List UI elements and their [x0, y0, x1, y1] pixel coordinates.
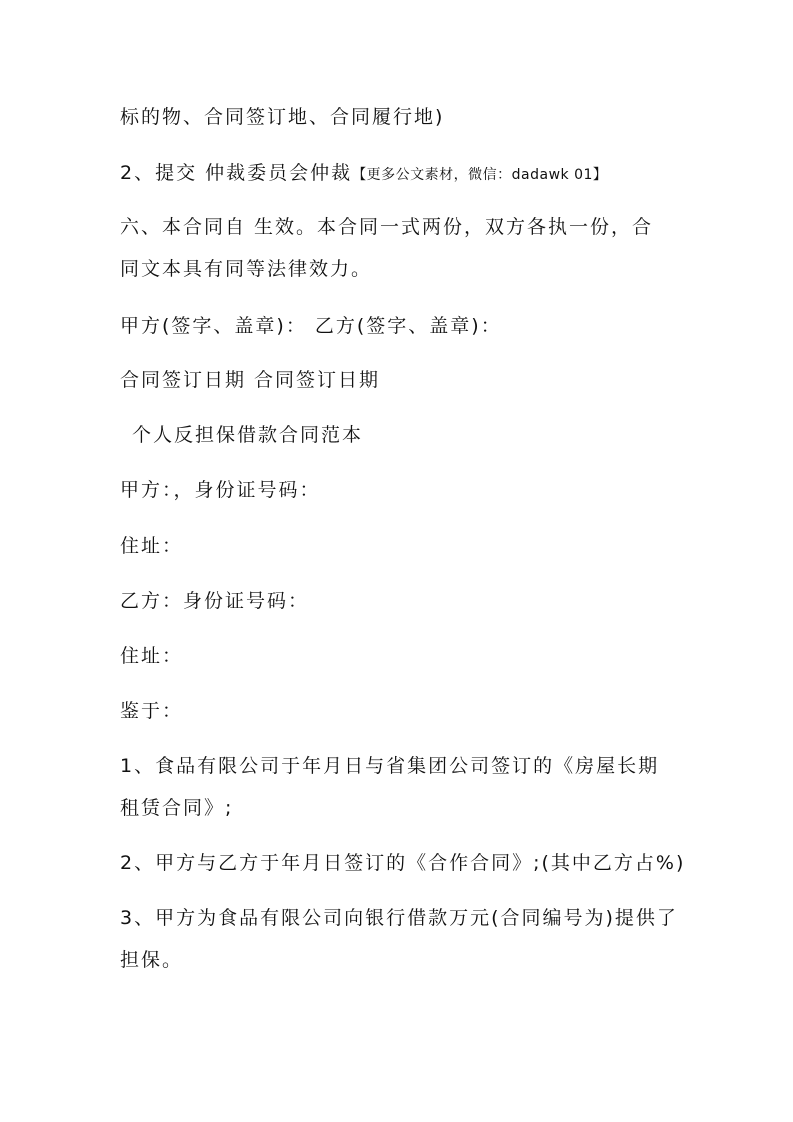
text-line: 担保。	[120, 949, 184, 971]
text-line: 鉴于：	[120, 700, 184, 722]
signature-line: 甲方(签字、盖章)： 乙方(签字、盖章)：	[120, 315, 502, 337]
text-line: 3、甲方为食品有限公司向银行借款万元(合同编号为)提供了	[120, 907, 678, 929]
text-line: 标的物、合同签订地、合同履行地)	[120, 106, 445, 128]
text-line: 甲方：，身份证号码：	[120, 479, 321, 501]
text-line: 住址：	[120, 645, 184, 667]
text-line: 1、食品有限公司于年月日与省集团公司签订的《房屋长期	[120, 755, 660, 777]
text-line: 乙方：身份证号码：	[120, 590, 310, 612]
text-line: 住址：	[120, 535, 184, 557]
text-line: 租赁合同》;	[120, 797, 234, 819]
section-title: 个人反担保借款合同范本	[132, 424, 364, 446]
date-line: 合同签订日期 合同签订日期	[120, 369, 381, 391]
text-segment: 2、提交 仲裁委员会仲裁	[120, 162, 353, 184]
text-line: 同文本具有同等法律效力。	[120, 258, 373, 280]
text-line: 2、甲方与乙方于年月日签订的《合作合同》;(其中乙方占%)	[120, 852, 686, 874]
text-line: 六、本合同自 生效。本合同一式两份，双方各执一份，合	[120, 216, 654, 238]
text-line	[120, 160, 680, 188]
promo-note: 【更多公文素材，微信：dadawk 01】	[352, 167, 608, 183]
